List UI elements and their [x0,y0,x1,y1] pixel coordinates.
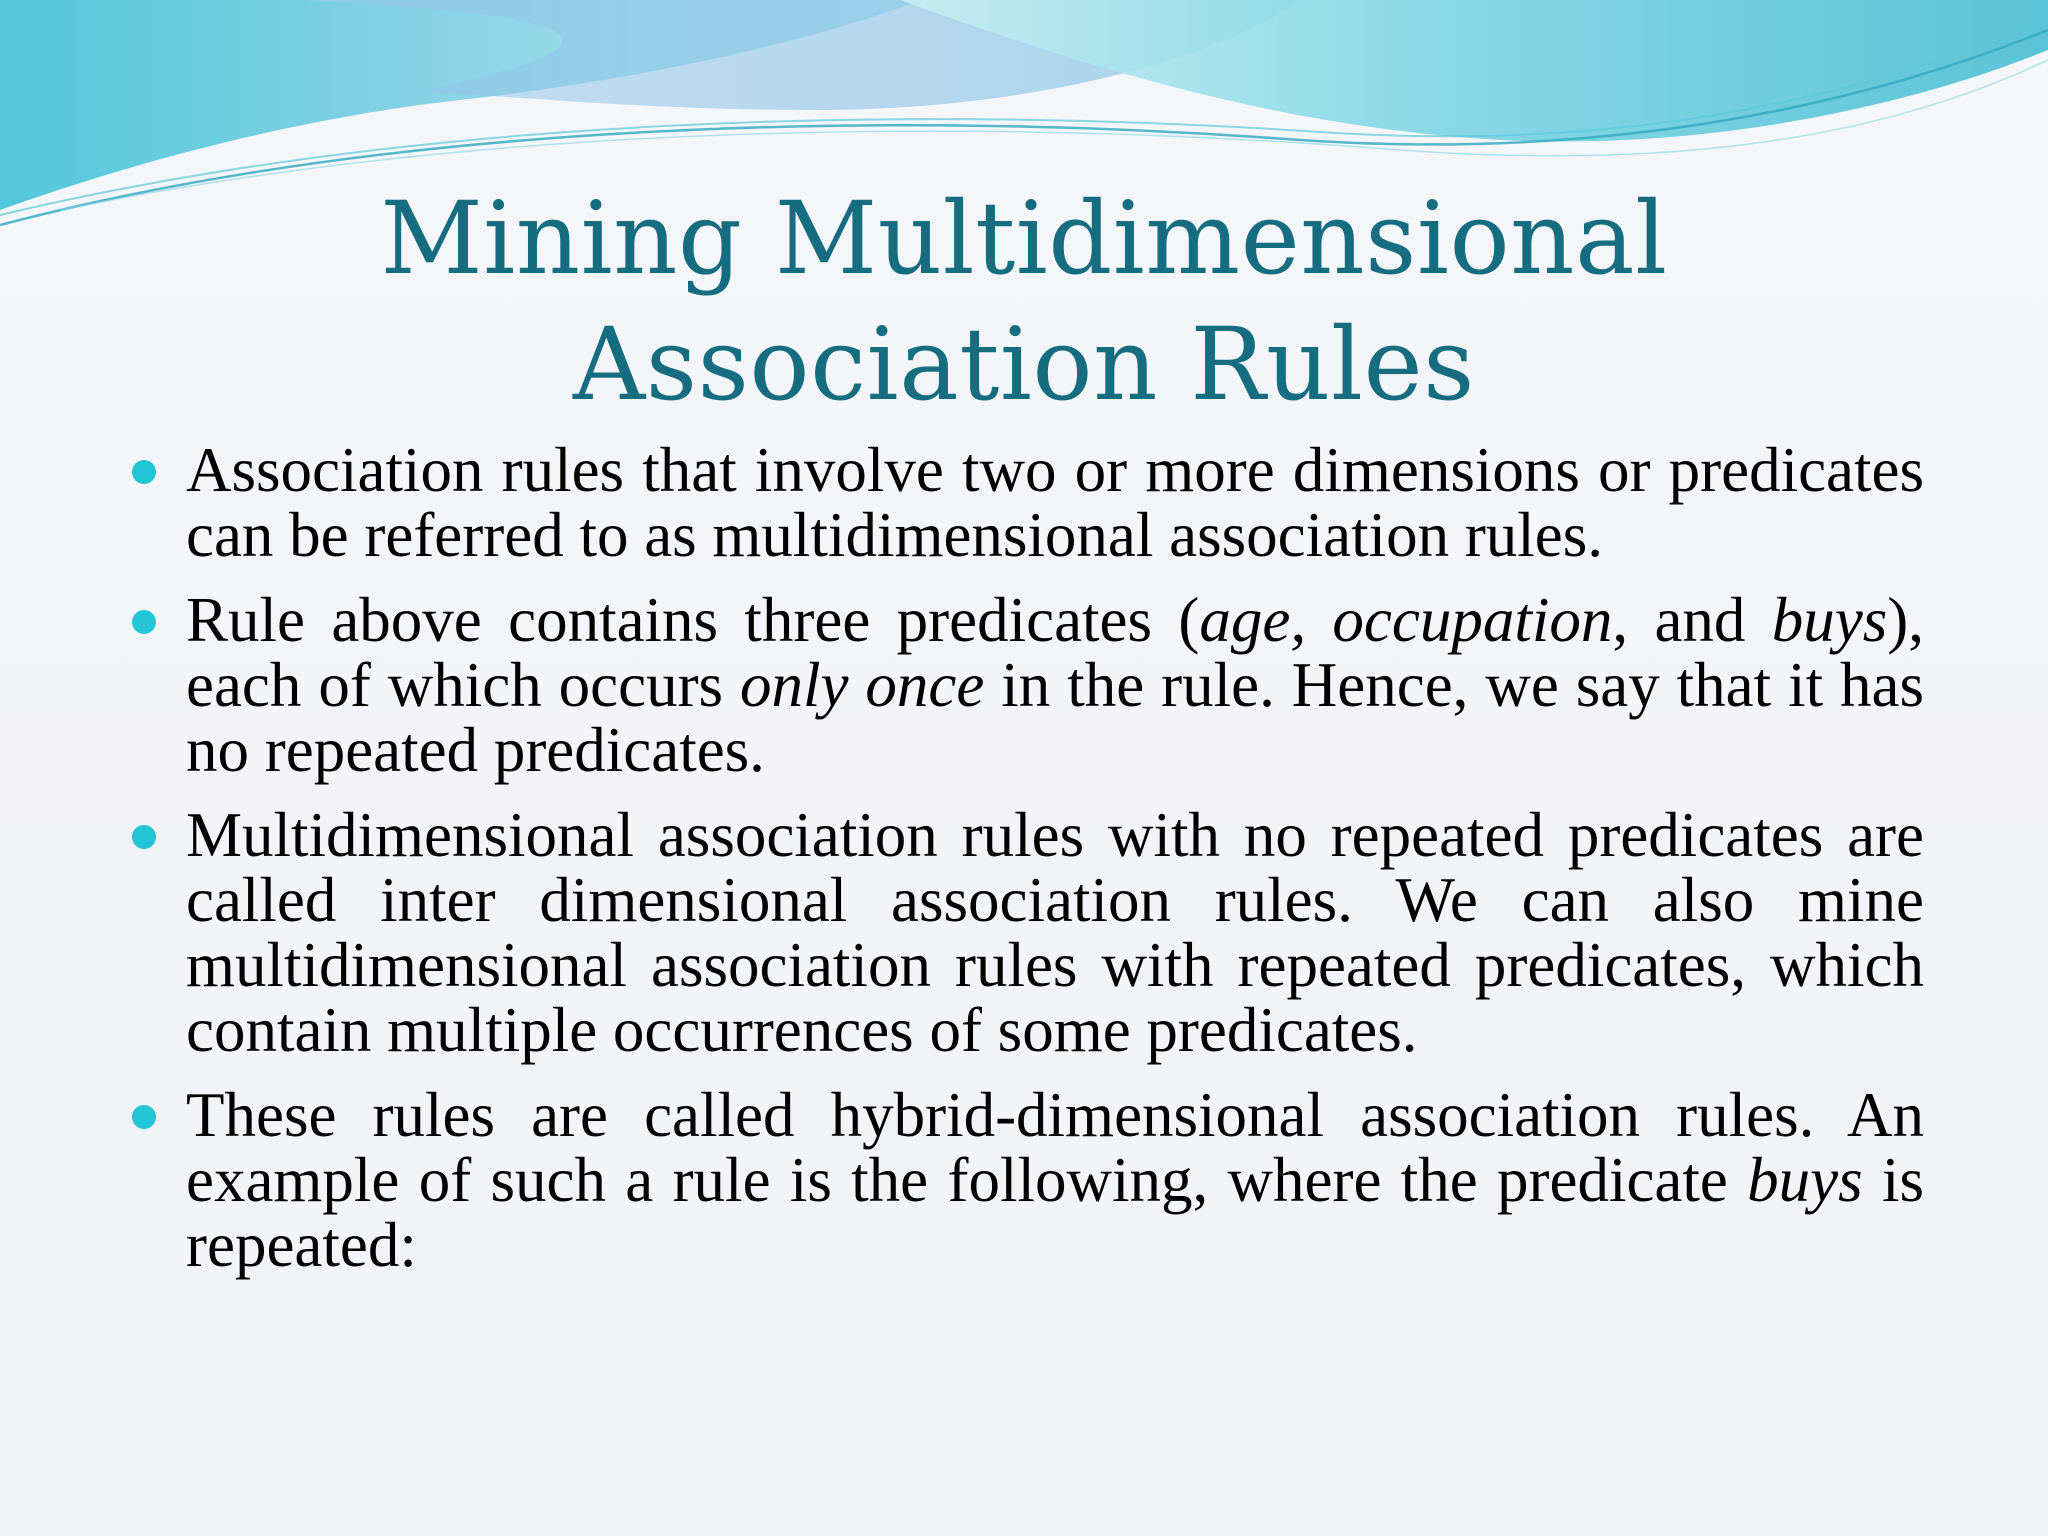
bullet-2-italic-only-once: only once [740,650,985,720]
bullet-item-4 [186,1080,1924,1280]
bullet-2-text-c: ), each of which occurs [186,585,1924,720]
bullet-dot-icon [132,610,156,634]
bullet-4-text-b: is repeated: [186,1145,1924,1280]
bullet-2-text-b: , and [1612,585,1772,655]
bullet-2-text-d: in the rule. Hence, we say that it has no repeated predicates. [186,650,1924,785]
bullet-item-2 [186,585,1924,785]
bullet-1-text: Association rules that involve two or more dimensions or predicates can be referred to as multidimensional association rules. [186,435,1924,570]
bullet-list [186,435,1924,1298]
bullet-4-italic-buys: buys [1747,1145,1863,1215]
bullet-2-text-a: Rule above contains three predicates ( [186,585,1200,655]
slide-title-line-1: Mining Multidimensional [380,180,1668,297]
slide-title [0,176,2048,428]
bullet-2-italic-buys: buys [1771,585,1888,655]
bullet-item-3 [186,800,1924,1065]
bullet-item-1 [186,435,1924,570]
bullet-dot-icon [132,825,156,849]
bullet-dot-icon [132,1105,156,1129]
bullet-dot-icon [132,460,156,484]
slide-title-line-2: Association Rules [573,306,1475,423]
bullet-4-text-a: These rules are called hybrid-dimensional association rules. An example of such a rule is the following, where the predicate [186,1080,1924,1215]
bullet-2-italic-predicates: age, occupation [1199,585,1613,655]
bullet-3-text: Multidimensional association rules with no repeated predicates are called inter dimensional association rules. We can also mine multidimensional association rules with repeated predicates, which contain multiple occurrences of some predicates. [186,800,1924,1065]
